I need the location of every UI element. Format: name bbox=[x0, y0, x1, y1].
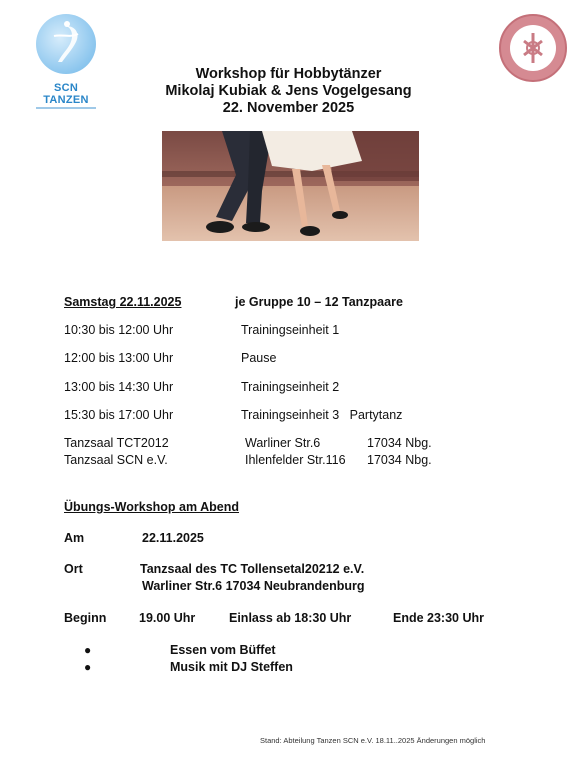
schedule-time: 12:00 bis 13:00 Uhr bbox=[64, 351, 174, 365]
schedule-date-heading: Samstag 22.11.2025 bbox=[64, 295, 182, 309]
date-label: Am bbox=[64, 531, 85, 545]
location-line-1: Tanzsaal des TC Tollensetal20212 e.V. bbox=[140, 562, 365, 576]
schedule-desc: Trainingseinheit 3 Partytanz bbox=[241, 408, 403, 422]
venue-city: 17034 Nbg. bbox=[367, 453, 432, 467]
schedule-desc: Trainingseinheit 2 bbox=[241, 380, 340, 394]
venue-name: Tanzsaal TCT2012 bbox=[64, 436, 169, 450]
schedule-time: 10:30 bis 12:00 Uhr bbox=[64, 323, 174, 337]
date-value: 22.11.2025 bbox=[142, 531, 204, 545]
workshop-title: Workshop für Hobbytänzer bbox=[195, 66, 382, 82]
start-label: Beginn bbox=[64, 611, 107, 625]
schedule-time: 15:30 bis 17:00 Uhr bbox=[64, 408, 174, 422]
venue-street: Warliner Str.6 bbox=[245, 436, 321, 450]
schedule-desc: Pause bbox=[241, 351, 277, 365]
schedule-time: 13:00 bis 14:30 Uhr bbox=[64, 380, 174, 394]
footer-note: Stand: Abteilung Tanzen SCN e.V. 18.11..2025 Änderungen möglich bbox=[260, 736, 486, 745]
scn-logo-text: SCN TANZEN bbox=[43, 82, 89, 106]
event-date: 22. November 2025 bbox=[222, 100, 355, 116]
location-label: Ort bbox=[64, 562, 83, 576]
bullet-icon: ● bbox=[84, 660, 92, 674]
venue-street: Ihlenfelder Str.116 bbox=[245, 453, 346, 467]
list-item: Musik mit DJ Steffen bbox=[170, 660, 293, 674]
trainers-line: Mikolaj Kubiak & Jens Vogelgesang bbox=[165, 83, 412, 99]
list-item: Essen vom Büffet bbox=[170, 643, 276, 657]
schedule-desc: Trainingseinheit 1 bbox=[241, 323, 340, 337]
club-emblem-icon bbox=[510, 25, 556, 71]
venue-city: 17034 Nbg. bbox=[367, 436, 432, 450]
admission-time: Einlass ab 18:30 Uhr bbox=[229, 611, 352, 625]
dancers-photo bbox=[162, 131, 419, 241]
group-size-heading: je Gruppe 10 – 12 Tanzpaare bbox=[235, 295, 403, 309]
end-time: Ende 23:30 Uhr bbox=[393, 611, 485, 625]
dancing-couple-icon bbox=[36, 14, 96, 74]
start-value: 19.00 Uhr bbox=[139, 611, 196, 625]
location-line-2: Warliner Str.6 17034 Neubrandenburg bbox=[142, 579, 365, 593]
evening-heading: Übungs-Workshop am Abend bbox=[64, 500, 239, 514]
venue-name: Tanzsaal SCN e.V. bbox=[64, 453, 168, 467]
bullet-icon: ● bbox=[84, 643, 92, 657]
